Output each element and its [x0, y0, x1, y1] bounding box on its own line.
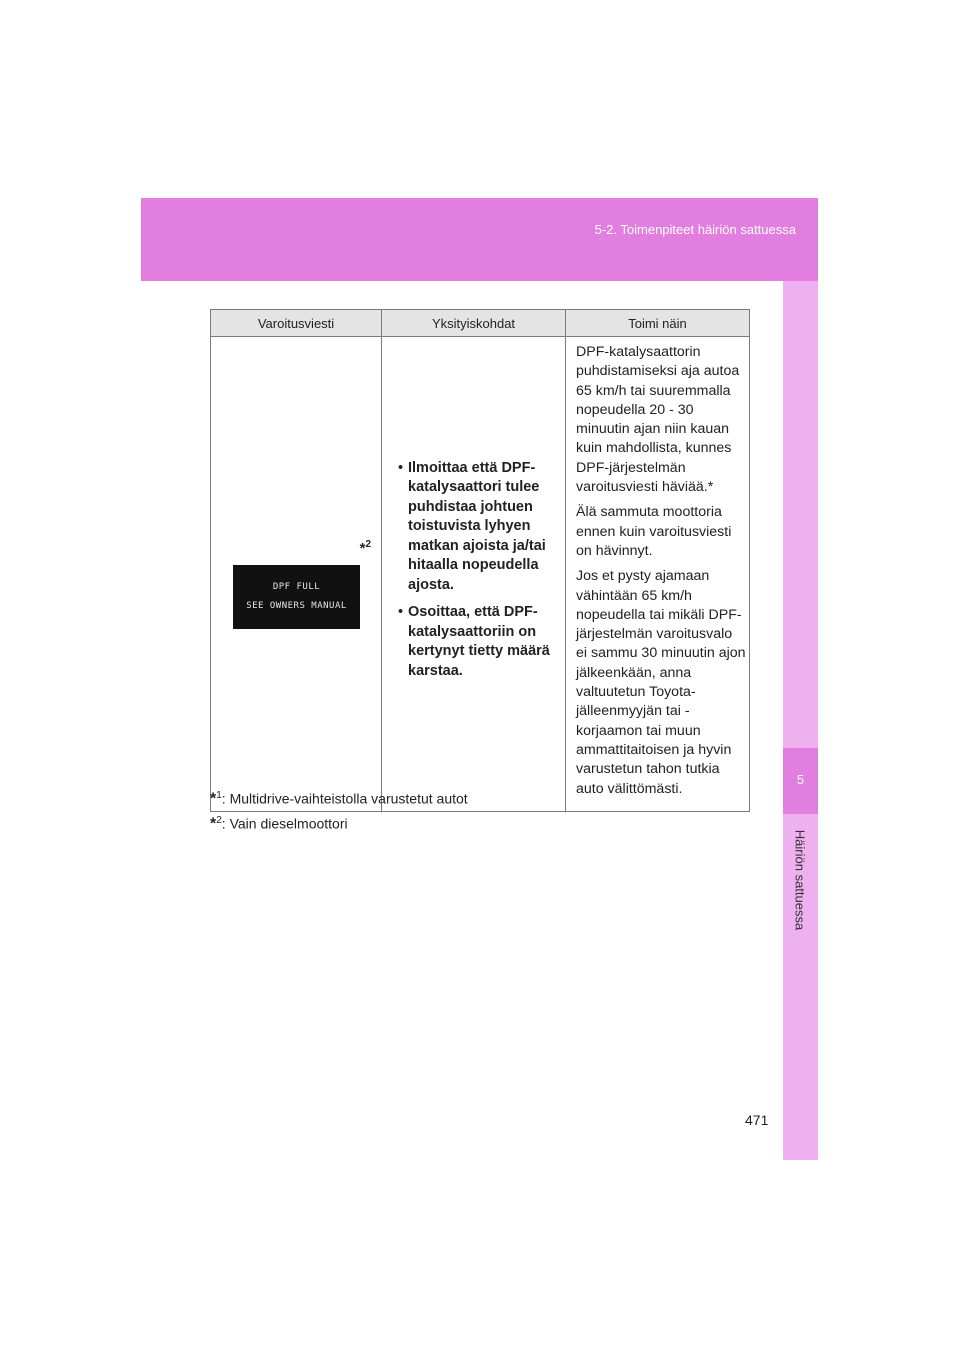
page-number: 471 — [745, 1112, 769, 1128]
action-paragraph: Jos et pysty ajamaan vähintään 65 km/h nopeudella tai mikäli DPF-järjestelmän varoitusvalo ei sammu 30 minuutin ajon jälkeenkään, anna valtuutetun Toyota-jälleenmyyjän tai -korjaamon tai muun ammattitaitoisen ja hyvin varustetun tahon tutkia auto välittömästi. — [576, 568, 746, 797]
detail-item: • Ilmoittaa että DPF-katalysaattori tulee puhdistaa johtuen toistuvista lyhyen matkan ajoista ja/tai hitaalla nopeudella ajosta. — [392, 459, 559, 596]
display-line-1: DPF FULL — [272, 582, 321, 592]
chapter-tab[interactable] — [783, 748, 818, 814]
footnote-1: *$^1$: Multidrive-vaihteistolla varustetut autot — [210, 790, 468, 808]
warning-message-table — [210, 309, 750, 812]
chapter-number: 5 — [796, 772, 805, 787]
detail-item: • Osoittaa, että DPF-katalysaattoriin on kertynyt tietty määrä karstaa. — [392, 603, 559, 681]
action-paragraph: DPF-katalysaattorin puhdistamiseksi aja autoa 65 km/h tai suuremmalla nopeudella 20 - 30 minuutin ajan niin kauan kuin mahdollista, kunnes DPF-järjestelmän varoitusviesti häviää.* — [576, 344, 740, 496]
action-cell — [566, 337, 750, 812]
table-header-row — [211, 310, 750, 337]
chapter-side-strip — [783, 281, 818, 1160]
dpf-warning-display — [233, 565, 360, 629]
header-warning-message: Varoitusviesti — [211, 310, 382, 337]
section-title: 5-2. Toimenpiteet häiriön sattuessa — [594, 222, 796, 237]
header-action: Toimi näin — [566, 310, 750, 337]
action-paragraph: Älä sammuta moottoria ennen kuin varoitusviesti on hävinnyt. — [576, 504, 732, 559]
header-details: Yksityiskohdat — [382, 310, 566, 337]
footnote-2: *$^2$: Vain dieselmoottori — [210, 814, 348, 833]
warning-image-cell — [211, 337, 382, 812]
details-cell — [382, 337, 566, 812]
footnotes — [210, 790, 468, 839]
chapter-label: Häiriön sattuessa — [792, 829, 808, 931]
section-header-band — [141, 198, 818, 281]
table-row — [211, 337, 750, 812]
footnote-marker: *$^2$ — [359, 539, 371, 557]
display-line-2: SEE OWNERS MANUAL — [246, 601, 347, 611]
